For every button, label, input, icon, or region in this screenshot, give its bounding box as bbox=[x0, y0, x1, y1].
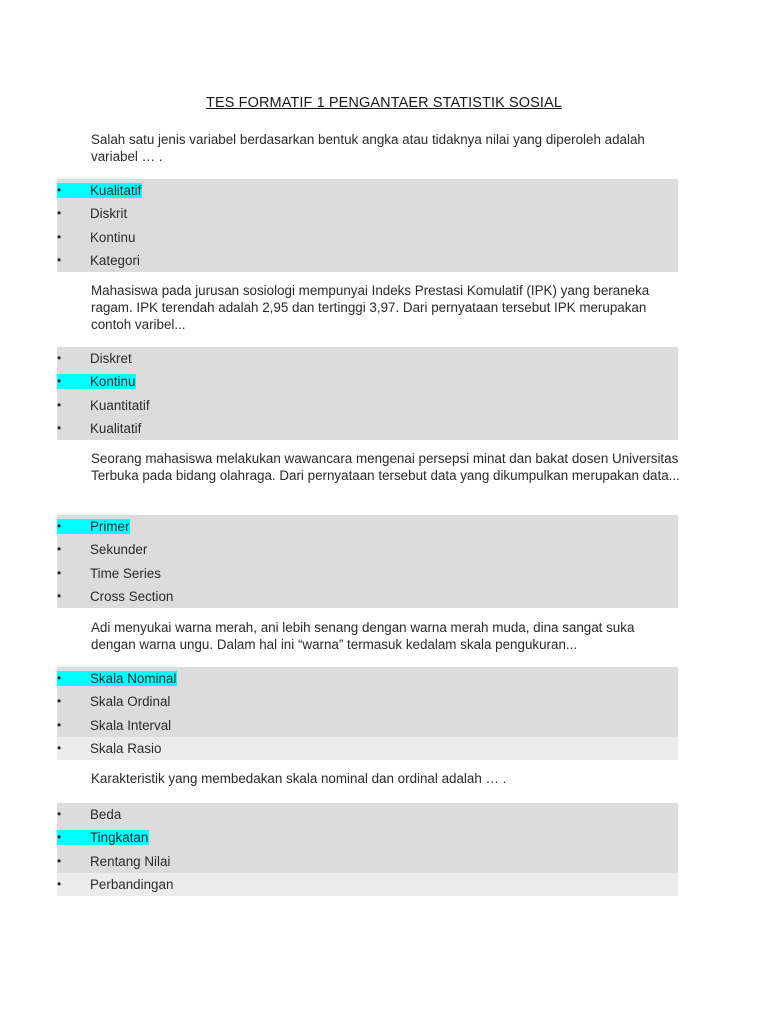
option-5-d[interactable] bbox=[57, 873, 678, 896]
bullet-icon: • bbox=[57, 740, 62, 755]
option-2-d[interactable] bbox=[57, 417, 678, 440]
option-label: Kualitatif bbox=[90, 420, 142, 436]
option-label: Skala Interval bbox=[90, 717, 172, 733]
option-label: Kuantitatif bbox=[90, 397, 150, 413]
option-4-c[interactable] bbox=[57, 714, 678, 737]
page-title: TES FORMATIF 1 PENGANTAER STATISTIK SOSIAL bbox=[205, 95, 562, 111]
option-1-d[interactable] bbox=[57, 249, 678, 272]
bullet-icon: • bbox=[57, 420, 62, 435]
question-2: Mahasiswa pada jurusan sosiologi mempunyai Indeks Prestasi Komulatif (IPK) yang beraneka ragam. IPK terendah adalah 2,95 dan tertinggi 3,97. Dari pernyataan tersebut IPK merupakan contoh varibel... bbox=[91, 283, 650, 332]
option-label: Rentang Nilai bbox=[90, 853, 171, 869]
option-2-c[interactable] bbox=[57, 394, 678, 417]
option-3-a[interactable] bbox=[57, 515, 678, 538]
options-list-2 bbox=[57, 347, 678, 440]
bullet-icon: • bbox=[57, 542, 62, 557]
bullet-icon: • bbox=[57, 397, 62, 412]
bullet-icon: • bbox=[57, 374, 90, 389]
bullet-icon: • bbox=[57, 229, 62, 244]
option-label: Kontinu bbox=[90, 229, 136, 245]
option-5-a[interactable] bbox=[57, 803, 678, 826]
bullet-icon: • bbox=[57, 830, 90, 845]
bullet-icon: • bbox=[57, 252, 62, 267]
bullet-icon: • bbox=[57, 717, 62, 732]
bullet-icon: • bbox=[57, 183, 90, 198]
bullet-icon: • bbox=[57, 351, 62, 365]
option-label: Sekunder bbox=[90, 542, 148, 558]
option-label: Kontinu bbox=[90, 374, 136, 390]
option-label: Cross Section bbox=[90, 588, 174, 604]
option-5-c[interactable] bbox=[57, 850, 678, 873]
options-list-1 bbox=[57, 179, 678, 272]
options-list-4 bbox=[57, 667, 678, 760]
question-4: Adi menyukai warna merah, ani lebih senang dengan warna merah muda, dina sangat suka dengan warna ungu. Dalam hal ini “warna” termasuk kedalam skala pengukuran... bbox=[91, 620, 635, 652]
option-label: Time Series bbox=[90, 565, 161, 581]
bullet-icon: • bbox=[57, 206, 62, 221]
option-3-d[interactable] bbox=[57, 585, 678, 608]
bullet-icon: • bbox=[57, 565, 62, 580]
bullet-icon: • bbox=[57, 588, 62, 603]
option-3-c[interactable] bbox=[57, 562, 678, 585]
option-2-b[interactable] bbox=[57, 370, 678, 393]
question-5: Karakteristik yang membedakan skala nominal dan ordinal adalah … . bbox=[91, 771, 507, 786]
option-2-a[interactable] bbox=[57, 347, 678, 370]
option-label: Diskrit bbox=[90, 206, 128, 222]
option-label: Beda bbox=[90, 807, 122, 822]
option-label: Kualitatif bbox=[90, 183, 142, 198]
option-4-d[interactable] bbox=[57, 737, 678, 760]
option-label: Skala Rasio bbox=[90, 740, 162, 756]
bullet-icon: • bbox=[57, 671, 90, 686]
bullet-icon: • bbox=[57, 876, 62, 891]
options-list-3 bbox=[57, 515, 678, 608]
option-1-a[interactable] bbox=[57, 179, 678, 202]
option-label: Skala Ordinal bbox=[90, 694, 171, 710]
bullet-icon: • bbox=[57, 519, 90, 534]
option-label: Primer bbox=[90, 519, 130, 534]
option-label: Perbandingan bbox=[90, 876, 174, 892]
option-label: Skala Nominal bbox=[90, 671, 177, 686]
option-5-b[interactable] bbox=[57, 826, 678, 849]
option-4-a[interactable] bbox=[57, 667, 678, 690]
bullet-icon: • bbox=[57, 694, 62, 709]
option-label: Diskret bbox=[90, 351, 132, 366]
option-label: Tingkatan bbox=[90, 830, 149, 846]
option-1-c[interactable] bbox=[57, 226, 678, 249]
option-4-b[interactable] bbox=[57, 690, 678, 713]
bullet-icon: • bbox=[57, 853, 62, 868]
question-3: Seorang mahasiswa melakukan wawancara mengenai persepsi minat dan bakat dosen Universitas Terbuka pada bidang olahraga. Dari pernyataan tersebut data yang dikumpulkan merupakan data... bbox=[91, 451, 680, 483]
option-label: Kategori bbox=[90, 252, 140, 268]
question-1: Salah satu jenis variabel berdasarkan bentuk angka atau tidaknya nilai yang diperoleh adalah variabel … . bbox=[91, 132, 645, 164]
options-list-5 bbox=[57, 803, 678, 896]
bullet-icon: • bbox=[57, 807, 62, 821]
option-1-b[interactable] bbox=[57, 202, 678, 225]
option-3-b[interactable] bbox=[57, 538, 678, 561]
